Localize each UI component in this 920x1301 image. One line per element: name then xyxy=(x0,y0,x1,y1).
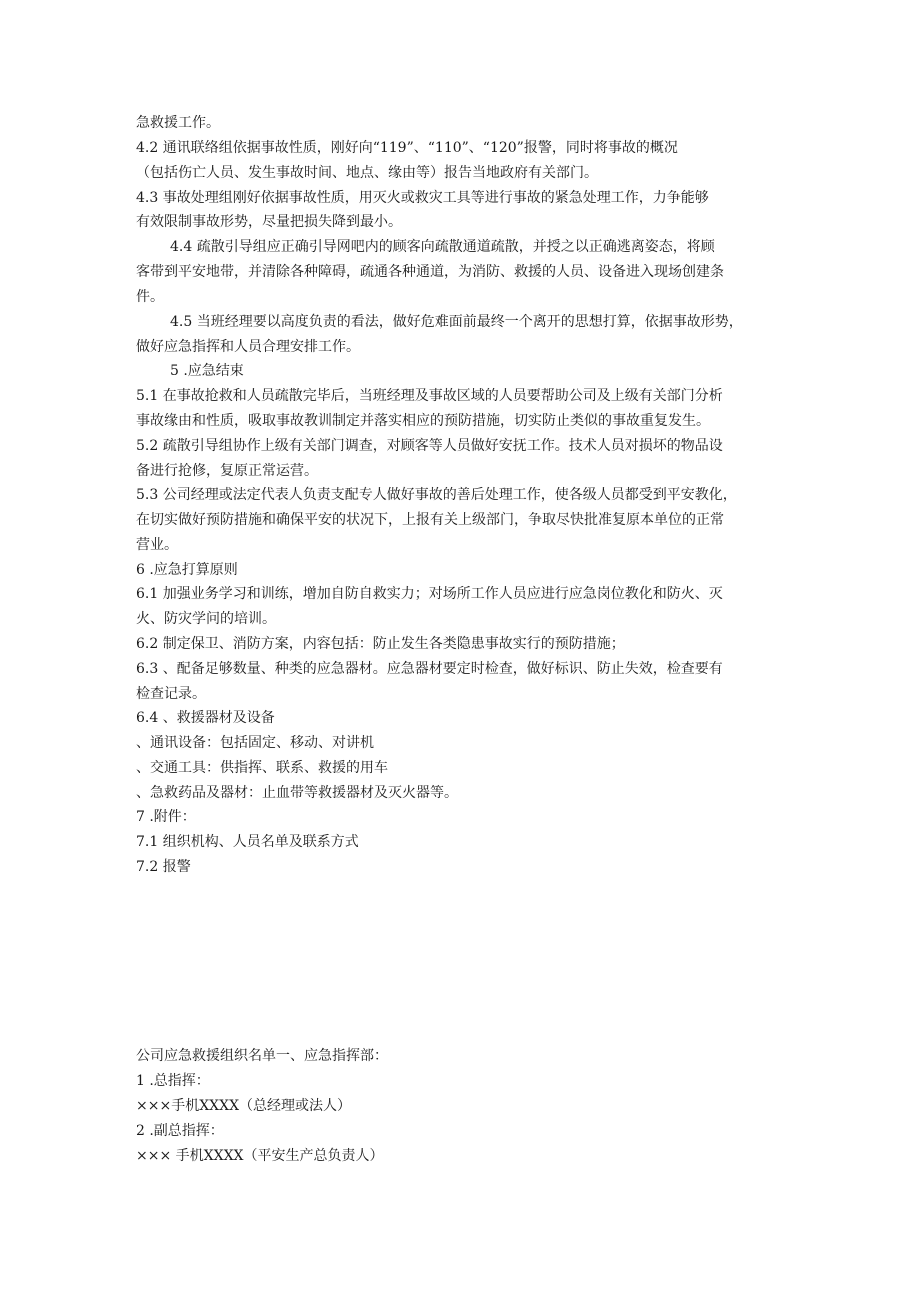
text-line: 2 .副总指挥： xyxy=(136,1123,224,1139)
text-line: 急救援工作。 xyxy=(136,115,220,131)
text-line: 、急救药品及器材：止血带等救援器材及灭火器等。 xyxy=(136,785,458,801)
text-line: 在切实做好预防措施和确保平安的状况下，上报有关上级部门，争取尽快批准复原本单位的正常 xyxy=(136,512,724,528)
text-line: 4.2 通讯联络组依据事故性质，刚好向“119”、“110”、“120”报警，同时将事故的概况 xyxy=(136,140,678,156)
text-line: 4.3 事故处理组刚好依据事故性质，用灭火或救灾工具等进行事故的紧急处理工作，力争能够 xyxy=(136,190,709,206)
text-line: 7.2 报警 xyxy=(136,859,191,875)
text-line: 6.4 、救援器材及设备 xyxy=(136,710,275,726)
text-line: 、通讯设备：包括固定、移动、对讲机 xyxy=(136,735,374,751)
text-line: 5.3 公司经理或法定代表人负责支配专人做好事故的善后处理工作，使各级人员都受到平安教化， xyxy=(136,487,737,503)
text-line: ××× 手机XXXX（平安生产总负责人） xyxy=(136,1148,384,1164)
text-line: 1 .总指挥： xyxy=(136,1073,210,1089)
text-line: 6.3 、配备足够数量、种类的应急器材。应急器材要定时检查，做好标识、防止失效，检查要有 xyxy=(136,661,723,677)
list-title: 公司应急救援组织名单一、应急指挥部： xyxy=(136,1048,388,1064)
text-line: ×××手机XXXX（总经理或法人） xyxy=(136,1098,352,1114)
text-line: 5.2 疏散引导组协作上级有关部门调查，对顾客等人员做好安抚工作。技术人员对损坏的物品设 xyxy=(136,438,723,454)
section-heading: 6 .应急打算原则 xyxy=(136,562,238,578)
section-heading: 5 .应急结束 xyxy=(170,363,244,379)
text-line: 6.2 制定保卫、消防方案，内容包括：防止发生各类隐患事故实行的预防措施； xyxy=(136,636,625,652)
text-line: 客带到平安地带，并清除各种障碍，疏通各种通道，为消防、救援的人员、设备进入现场创建条 xyxy=(136,264,724,280)
text-line: 有效限制事故形势，尽量把损失降到最小。 xyxy=(136,214,402,230)
text-line: （包括伤亡人员、发生事故时间、地点、缘由等）报告当地政府有关部门。 xyxy=(136,165,598,181)
text-line: 事故缘由和性质，吸取事故教训制定并落实相应的预防措施，切实防止类似的事故重复发生。 xyxy=(136,413,710,429)
text-line: 火、防灾学问的培训。 xyxy=(136,611,276,627)
section-heading: 7 .附件： xyxy=(136,809,196,825)
text-line: 、交通工具：供指挥、联系、救援的用车 xyxy=(136,760,388,776)
text-line: 做好应急指挥和人员合理安排工作。 xyxy=(136,339,360,355)
text-line: 4.5 当班经理要以高度负责的看法，做好危难面前最终一个离开的思想打算，依据事故形势， xyxy=(170,314,743,330)
text-line: 4.4 疏散引导组应正确引导网吧内的顾客向疏散通道疏散，并授之以正确逃离姿态，将顾 xyxy=(170,239,715,255)
text-line: 备进行抢修，复原正常运营。 xyxy=(136,463,318,479)
text-line: 5.1 在事故抢救和人员疏散完毕后，当班经理及事故区域的人员要帮助公司及上级有关部门分析 xyxy=(136,388,723,404)
text-line: 营业。 xyxy=(136,537,178,553)
text-line: 6.1 加强业务学习和训练，增加自防自救实力；对场所工作人员应进行应急岗位教化和防火、灭 xyxy=(136,586,723,602)
text-line: 检查记录。 xyxy=(136,686,206,702)
text-line: 7.1 组织机构、人员名单及联系方式 xyxy=(136,834,359,850)
text-line: 件。 xyxy=(136,289,164,305)
